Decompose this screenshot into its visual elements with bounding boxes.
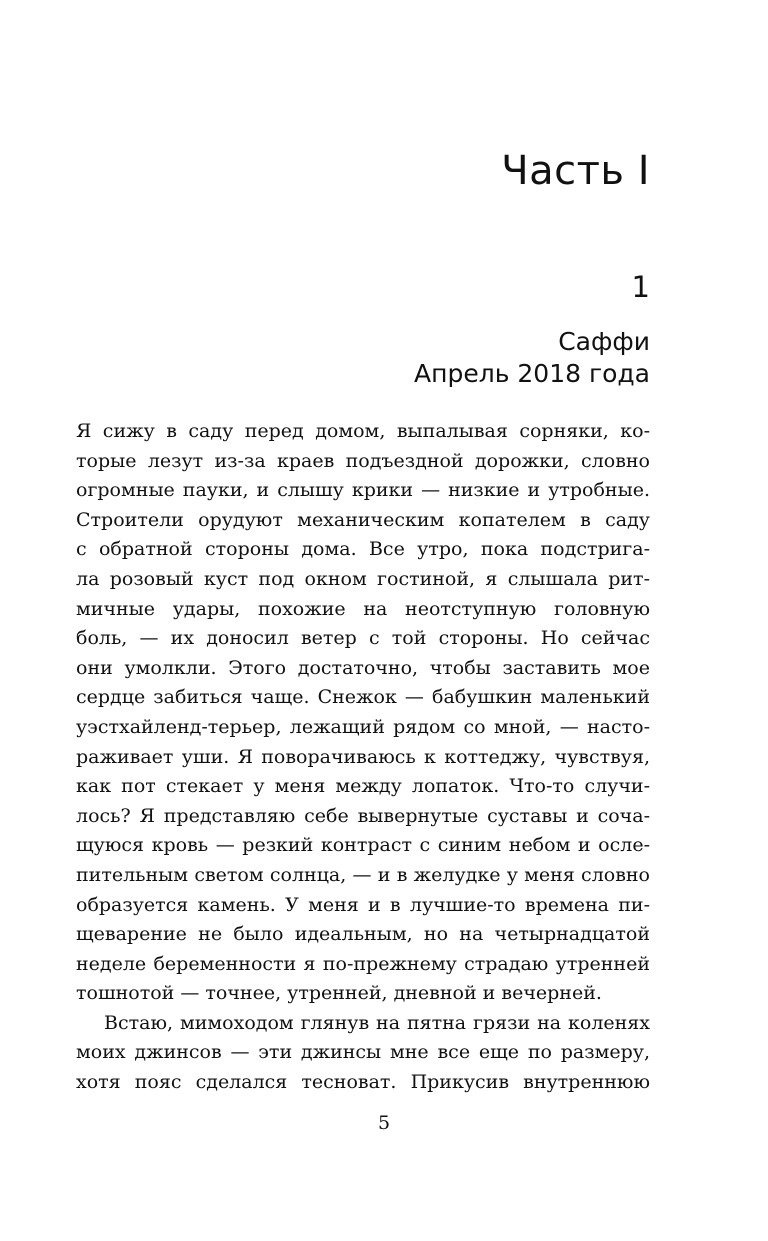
text-line: лось? Я представляю себе вывернутые суставы и соча- bbox=[76, 804, 650, 827]
text-line: хотя пояс сделался тесноват. Прикусив внутреннюю bbox=[76, 1071, 650, 1094]
body-text bbox=[76, 417, 650, 1098]
text-line: Встаю, мимоходом глянув на пятна грязи на коленях bbox=[104, 1011, 650, 1034]
paragraph-1 bbox=[76, 417, 650, 1009]
text-line: огромные пауки, и слышу крики — низкие и утробные. bbox=[76, 479, 650, 502]
text-line: боль, — их доносил ветер с той стороны. Но сейчас bbox=[76, 627, 650, 650]
text-line: тошнотой — точнее, утренней, дневной и вечерней. bbox=[76, 982, 602, 1005]
text-line: уэстхайленд-терьер, лежащий рядом со мной, — насто- bbox=[76, 715, 650, 738]
text-line: как пот стекает у меня между лопаток. Что-то случи- bbox=[76, 775, 650, 798]
text-line: щуюся кровь — резкий контраст с синим небом и осле- bbox=[76, 834, 650, 857]
chapter-number: 1 bbox=[631, 270, 650, 304]
text-line: щеварение не было идеальным, но на четырнадцатой bbox=[76, 923, 650, 946]
text-line: они умолкли. Этого достаточно, чтобы заставить мое bbox=[76, 656, 650, 679]
text-line: торые лезут из-за краев подъездной дорожки, словно bbox=[76, 449, 650, 472]
paragraph-2 bbox=[76, 1009, 650, 1098]
text-line: моих джинсов — эти джинсы мне все еще по размеру, bbox=[76, 1041, 650, 1064]
part-title: Часть I bbox=[501, 148, 650, 194]
text-line: с обратной стороны дома. Все утро, пока подстрига- bbox=[76, 538, 650, 561]
chapter-narrator: Саффи bbox=[558, 327, 650, 356]
text-line: раживает уши. Я поворачиваюсь к коттеджу, чувствуя, bbox=[76, 745, 650, 768]
text-line: Строители орудуют механическим копателем в саду bbox=[76, 508, 650, 531]
text-line: неделе беременности я по-прежнему страдаю утренней bbox=[76, 952, 650, 975]
text-line: образуется камень. У меня и в лучшие-то времена пи- bbox=[76, 893, 650, 916]
chapter-date: Апрель 2018 года bbox=[414, 359, 650, 388]
text-line: Я сижу в саду перед домом, выпалывая сорняки, ко- bbox=[76, 420, 650, 442]
page-number: 5 bbox=[377, 1112, 391, 1134]
text-line: ла розовый куст под окном гостиной, я слышала рит- bbox=[76, 567, 650, 590]
text-line: пительным светом солнца, — и в желудке у меня словно bbox=[76, 863, 650, 886]
text-line: мичные удары, похожие на неотступную головную bbox=[76, 597, 650, 620]
text-line: сердце забиться чаще. Снежок — бабушкин маленький bbox=[76, 686, 650, 709]
chapter-heading bbox=[414, 326, 650, 390]
